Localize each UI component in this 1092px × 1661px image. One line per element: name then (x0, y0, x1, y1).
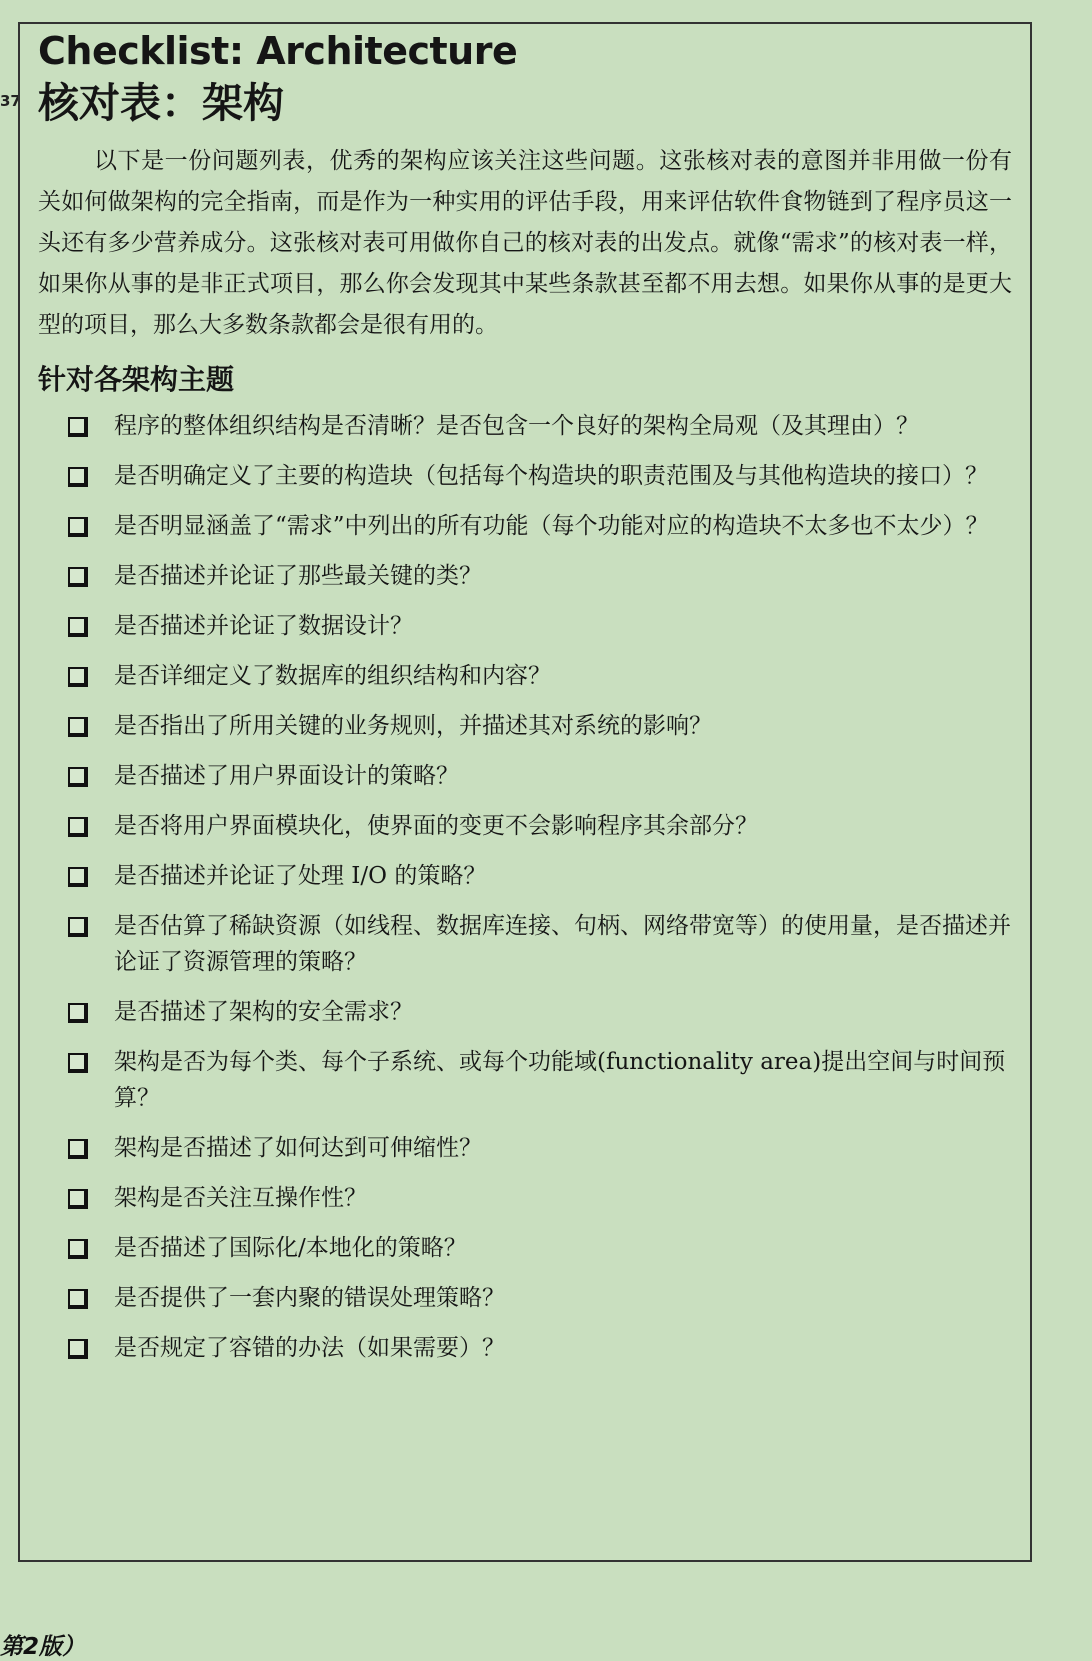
checklist-item-text: 是否描述并论证了数据设计？ (114, 613, 413, 639)
checkbox-icon[interactable] (68, 667, 88, 687)
checklist-item (38, 1180, 1012, 1216)
checklist-item-text: 是否详细定义了数据库的组织结构和内容？ (114, 663, 551, 689)
checkbox-icon[interactable] (68, 1139, 88, 1159)
checklist-item (38, 1044, 1012, 1116)
checklist-item-text: 是否明显涵盖了“需求”中列出的所有功能（每个功能对应的构造块不太多也不太少）？ (114, 513, 989, 539)
checklist-item-text: 架构是否描述了如何达到可伸缩性？ (114, 1135, 482, 1161)
checklist-box (18, 22, 1032, 1562)
checklist-item (38, 1330, 1012, 1366)
checklist-item-text: 程序的整体组织结构是否清晰？是否包含一个良好的架构全局观（及其理由）？ (114, 413, 919, 439)
checklist-item (38, 1130, 1012, 1166)
checklist-item (38, 558, 1012, 594)
checklist-items (38, 408, 1012, 1366)
checkbox-icon[interactable] (68, 417, 88, 437)
checkbox-icon[interactable] (68, 1239, 88, 1259)
checkbox-icon[interactable] (68, 817, 88, 837)
checklist-item-text: 架构是否关注互操作性？ (114, 1185, 367, 1211)
checkbox-icon[interactable] (68, 517, 88, 537)
checklist-item-text: 是否描述了架构的安全需求？ (114, 999, 413, 1025)
checklist-item-text: 是否描述并论证了那些最关键的类？ (114, 563, 482, 589)
checkbox-icon[interactable] (68, 1053, 88, 1073)
checklist-item (38, 1230, 1012, 1266)
checkbox-icon[interactable] (68, 1003, 88, 1023)
checklist-item (38, 1280, 1012, 1316)
checklist-item-text: 是否描述了国际化/本地化的策略？ (114, 1235, 467, 1261)
checklist-item-text: 是否规定了容错的办法（如果需要）？ (114, 1335, 505, 1361)
checklist-item-text: 是否描述了用户界面设计的策略？ (114, 763, 459, 789)
checkbox-icon[interactable] (68, 617, 88, 637)
checklist-item-text: 是否描述并论证了处理 I/O 的策略？ (114, 863, 487, 889)
checkbox-icon[interactable] (68, 467, 88, 487)
checklist-item (38, 808, 1012, 844)
checklist-item (38, 458, 1012, 494)
checklist-title-en: Checklist: Architecture (38, 29, 518, 73)
checklist-item (38, 858, 1012, 894)
checkbox-icon[interactable] (68, 1289, 88, 1309)
footer-edition-fragment: 第2版） (0, 1634, 86, 1660)
section-heading: 针对各架构主题 (38, 363, 235, 396)
checklist-item-text: 是否提供了一套内聚的错误处理策略？ (114, 1285, 505, 1311)
checkbox-icon[interactable] (68, 767, 88, 787)
checkbox-icon[interactable] (68, 1189, 88, 1209)
checkbox-icon[interactable] (68, 1339, 88, 1359)
checklist-item (38, 408, 1012, 444)
checklist-item (38, 994, 1012, 1030)
checklist-item-text: 是否估算了稀缺资源（如线程、数据库连接、句柄、网络带宽等）的使用量，是否描述并论证了资源管理的策略？ (114, 913, 1011, 975)
checklist-title-zh: 核对表：架构 (38, 79, 284, 127)
checkbox-icon[interactable] (68, 917, 88, 937)
checklist-item (38, 658, 1012, 694)
checkbox-icon[interactable] (68, 567, 88, 587)
checklist-item (38, 758, 1012, 794)
checklist-item-text: 是否明确定义了主要的构造块（包括每个构造块的职责范围及与其他构造块的接口）？ (114, 463, 988, 489)
margin-page-number: 37 (0, 92, 21, 110)
checklist-item (38, 608, 1012, 644)
checklist-item-text: 是否将用户界面模块化，使界面的变更不会影响程序其余部分？ (114, 813, 758, 839)
checklist-item (38, 708, 1012, 744)
checkbox-icon[interactable] (68, 717, 88, 737)
checklist-item (38, 508, 1012, 544)
checklist-item (38, 908, 1012, 980)
checklist-item-text: 是否指出了所用关键的业务规则，并描述其对系统的影响？ (114, 713, 712, 739)
intro-paragraph: 以下是一份问题列表，优秀的架构应该关注这些问题。这张核对表的意图并非用做一份有关如何做架构的完全指南，而是作为一种实用的评估手段，用来评估软件食物链到了程序员这一头还有多少营养成分。这张核对表可用做你自己的核对表的出发点。就像“需求”的核对表一样，如果你从事的是非正式项目，那么你会发现其中某些条款甚至都不用去想。如果你从事的是更大型的项目，那么大多数条款都会是很有用的。 (38, 148, 1012, 338)
checklist-item-text: 架构是否为每个类、每个子系统、或每个功能域(functionality area)提出空间与时间预算？ (114, 1049, 1006, 1111)
checkbox-icon[interactable] (68, 867, 88, 887)
